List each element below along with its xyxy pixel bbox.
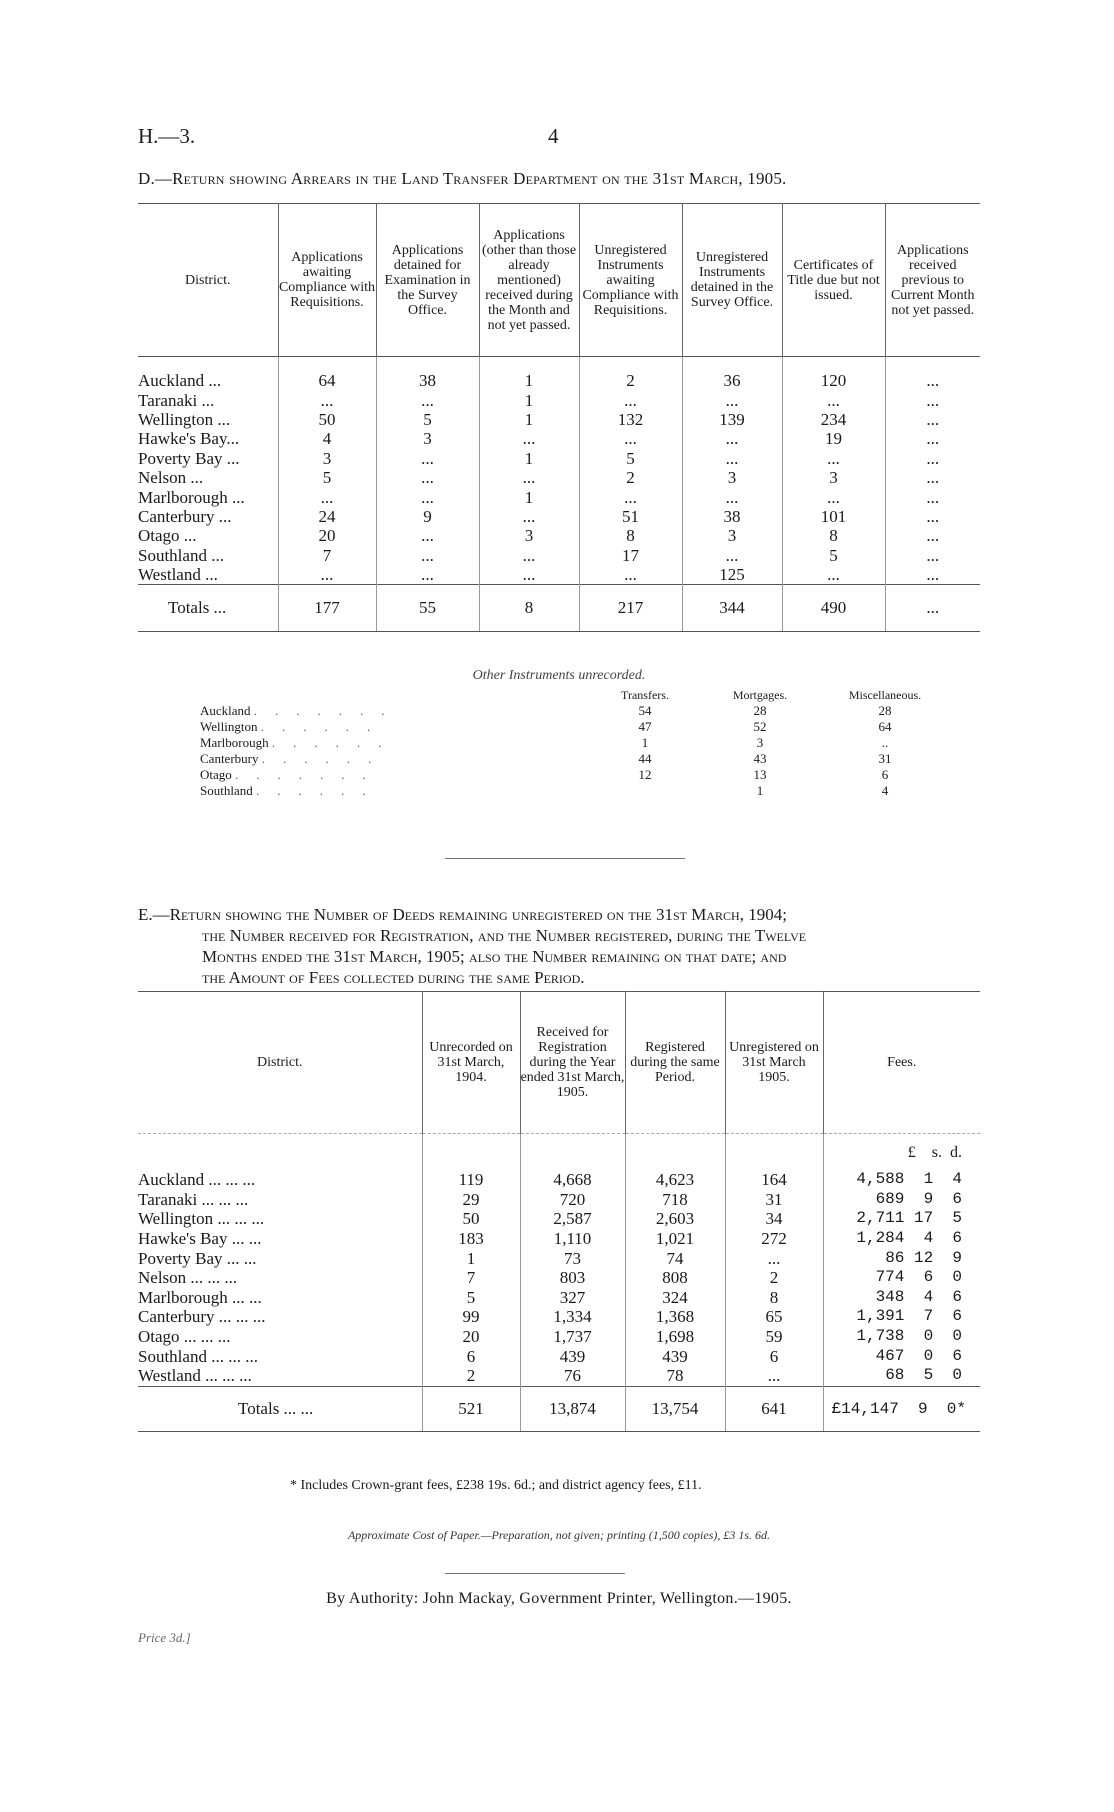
table-row: Wellington ...... 47 52 64 xyxy=(200,719,892,734)
table-row: Marlborough ... ... ... 1 ... ... ... ... xyxy=(138,487,980,506)
col-district: District. xyxy=(257,1055,303,1070)
imprint: By Authority: John Mackay, Government Printer, Wellington.—1905. xyxy=(326,1590,792,1607)
document-reference: H.—3. xyxy=(138,124,196,148)
table-row: Auckland ....... 54 28 28 xyxy=(200,703,892,718)
table-row: Canterbury ... ... ... 99 1,334 1,368 65 1,391 7 6 xyxy=(138,1307,980,1327)
table-row: Wellington ... ... ... 50 2,587 2,603 34 2,711 17 5 xyxy=(138,1209,980,1229)
table-row: Wellington ... 50 5 1 132 139 234 ... xyxy=(138,410,980,429)
other-instruments-title: Other Instruments unrecorded. xyxy=(472,668,646,683)
totals-row: Totals ... 177 55 8 217 344 490 ... xyxy=(138,585,980,632)
fees-units: £ s. d. xyxy=(823,1134,980,1171)
table-row: Otago ... ... ... 20 1,737 1,698 59 1,738 0 0 xyxy=(138,1327,980,1347)
col-registered: Registered during the same Period. xyxy=(625,992,725,1134)
arrears-table xyxy=(138,203,980,632)
table-row: Marlborough ...... 1 3 .. xyxy=(200,735,889,750)
table-row: Otago ... 20 ... 3 8 3 8 ... xyxy=(138,526,980,545)
cost-note: Approximate Cost of Paper.—Preparation, not given; printing (1,500 copies), £3 1s. 6d. xyxy=(347,1528,771,1542)
price: Price 3d.] xyxy=(138,1630,191,1645)
totals-row: Totals ... ... 521 13,874 13,754 641 £14,147 9 0* xyxy=(138,1386,980,1431)
col-fees: Fees. xyxy=(823,992,980,1134)
table-row: Southland ... ... ... 6 439 439 6 467 0 6 xyxy=(138,1346,980,1366)
table-row: Canterbury ... 24 9 ... 51 38 101 ... xyxy=(138,507,980,526)
table-row: Marlborough ... ... 5 327 324 8 348 4 6 xyxy=(138,1288,980,1308)
table-row: Nelson ... 5 ... ... 2 3 3 ... xyxy=(138,468,980,487)
col-awaiting-compliance: Applications awaiting Compliance with Requisitions. xyxy=(278,204,376,357)
table-row: Westland ... ... ... 2 76 78 ... 68 5 0 xyxy=(138,1366,980,1386)
table-row: Southland ...... 1 4 xyxy=(200,783,889,798)
table-row: Hawke's Bay ... ... 183 1,110 1,021 272 1,284 4 6 xyxy=(138,1229,980,1249)
table-row: Otago ....... 12 13 6 xyxy=(200,767,889,782)
other-instruments-table: Transfers. Mortgages. Miscellaneous. Auckland ....... 54 28 28 Wellington ...... 47 52 64 Marlborough ...... 1 3 .. Canterbury ...... 44 43 31 Otago ....... 12 13 6 Southland ...... 1 4 xyxy=(200,688,950,799)
table-row: Taranaki ... ... ... 29 720 718 31 689 9 6 xyxy=(138,1190,980,1210)
table-row: Poverty Bay ... ... 1 73 74 ... 86 12 9 xyxy=(138,1248,980,1268)
col-unreg-detained: Unregistered Instruments detained in the Survey Office. xyxy=(682,204,782,357)
col-unregistered: Unregistered on 31st March 1905. xyxy=(725,992,823,1134)
table-d-title: D.—Return showing Arrears in the Land Transfer Department on the 31st March, 1905. xyxy=(138,169,787,188)
table-row: Canterbury ...... 44 43 31 xyxy=(200,751,892,766)
col-detained-survey: Applications detained for Examination in the Survey Office. xyxy=(376,204,479,357)
col-unrecorded: Unrecorded on 31st March, 1904. xyxy=(422,992,520,1134)
col-certificates: Certificates of Title due but not issued. xyxy=(782,204,885,357)
table-row: Nelson ... ... ... 7 803 808 2 774 6 0 xyxy=(138,1268,980,1288)
col-received: Received for Registration during the Year ended 31st March, 1905. xyxy=(520,992,625,1134)
col-received-month: Applications (other than those already mentioned) received during the Month and not yet passed. xyxy=(479,204,579,357)
col-unreg-awaiting: Unregistered Instruments awaiting Compliance with Requisitions. xyxy=(579,204,682,357)
table-e-title: E.—Return showing the Number of Deeds remaining unregistered on the 31st March, 1904; the Number received for Registration, and the Number registered, during the Twelve Months ended the 31st March, 1905; also the Number remaining on that date; and the Amount of Fees collected during the same Period. xyxy=(138,905,807,987)
page-number: 4 xyxy=(548,124,559,148)
section-divider xyxy=(445,858,685,859)
table-row: Southland ... 7 ... ... 17 ... 5 ... xyxy=(138,546,980,565)
table-row: Auckland ... 64 38 1 2 36 120 ... xyxy=(138,357,980,391)
footnote: * Includes Crown-grant fees, £238 19s. 6d.; and district agency fees, £11. xyxy=(290,1478,702,1493)
deeds-table xyxy=(138,991,980,1432)
col-district: District. xyxy=(185,272,231,288)
table-row: Westland ... ... ... ... ... 125 ... ... xyxy=(138,565,980,585)
section-divider xyxy=(445,1573,625,1574)
table-row: Poverty Bay ... 3 ... 1 5 ... ... ... xyxy=(138,449,980,468)
table-row: Taranaki ... ... ... 1 ... ... ... ... xyxy=(138,390,980,409)
table-row: Auckland ... ... ... 119 4,668 4,623 164 4,588 1 4 xyxy=(138,1170,980,1190)
table-row: Hawke's Bay... 4 3 ... ... ... 19 ... xyxy=(138,429,980,448)
col-previous-month: Applications received previous to Current Month not yet passed. xyxy=(885,204,980,357)
